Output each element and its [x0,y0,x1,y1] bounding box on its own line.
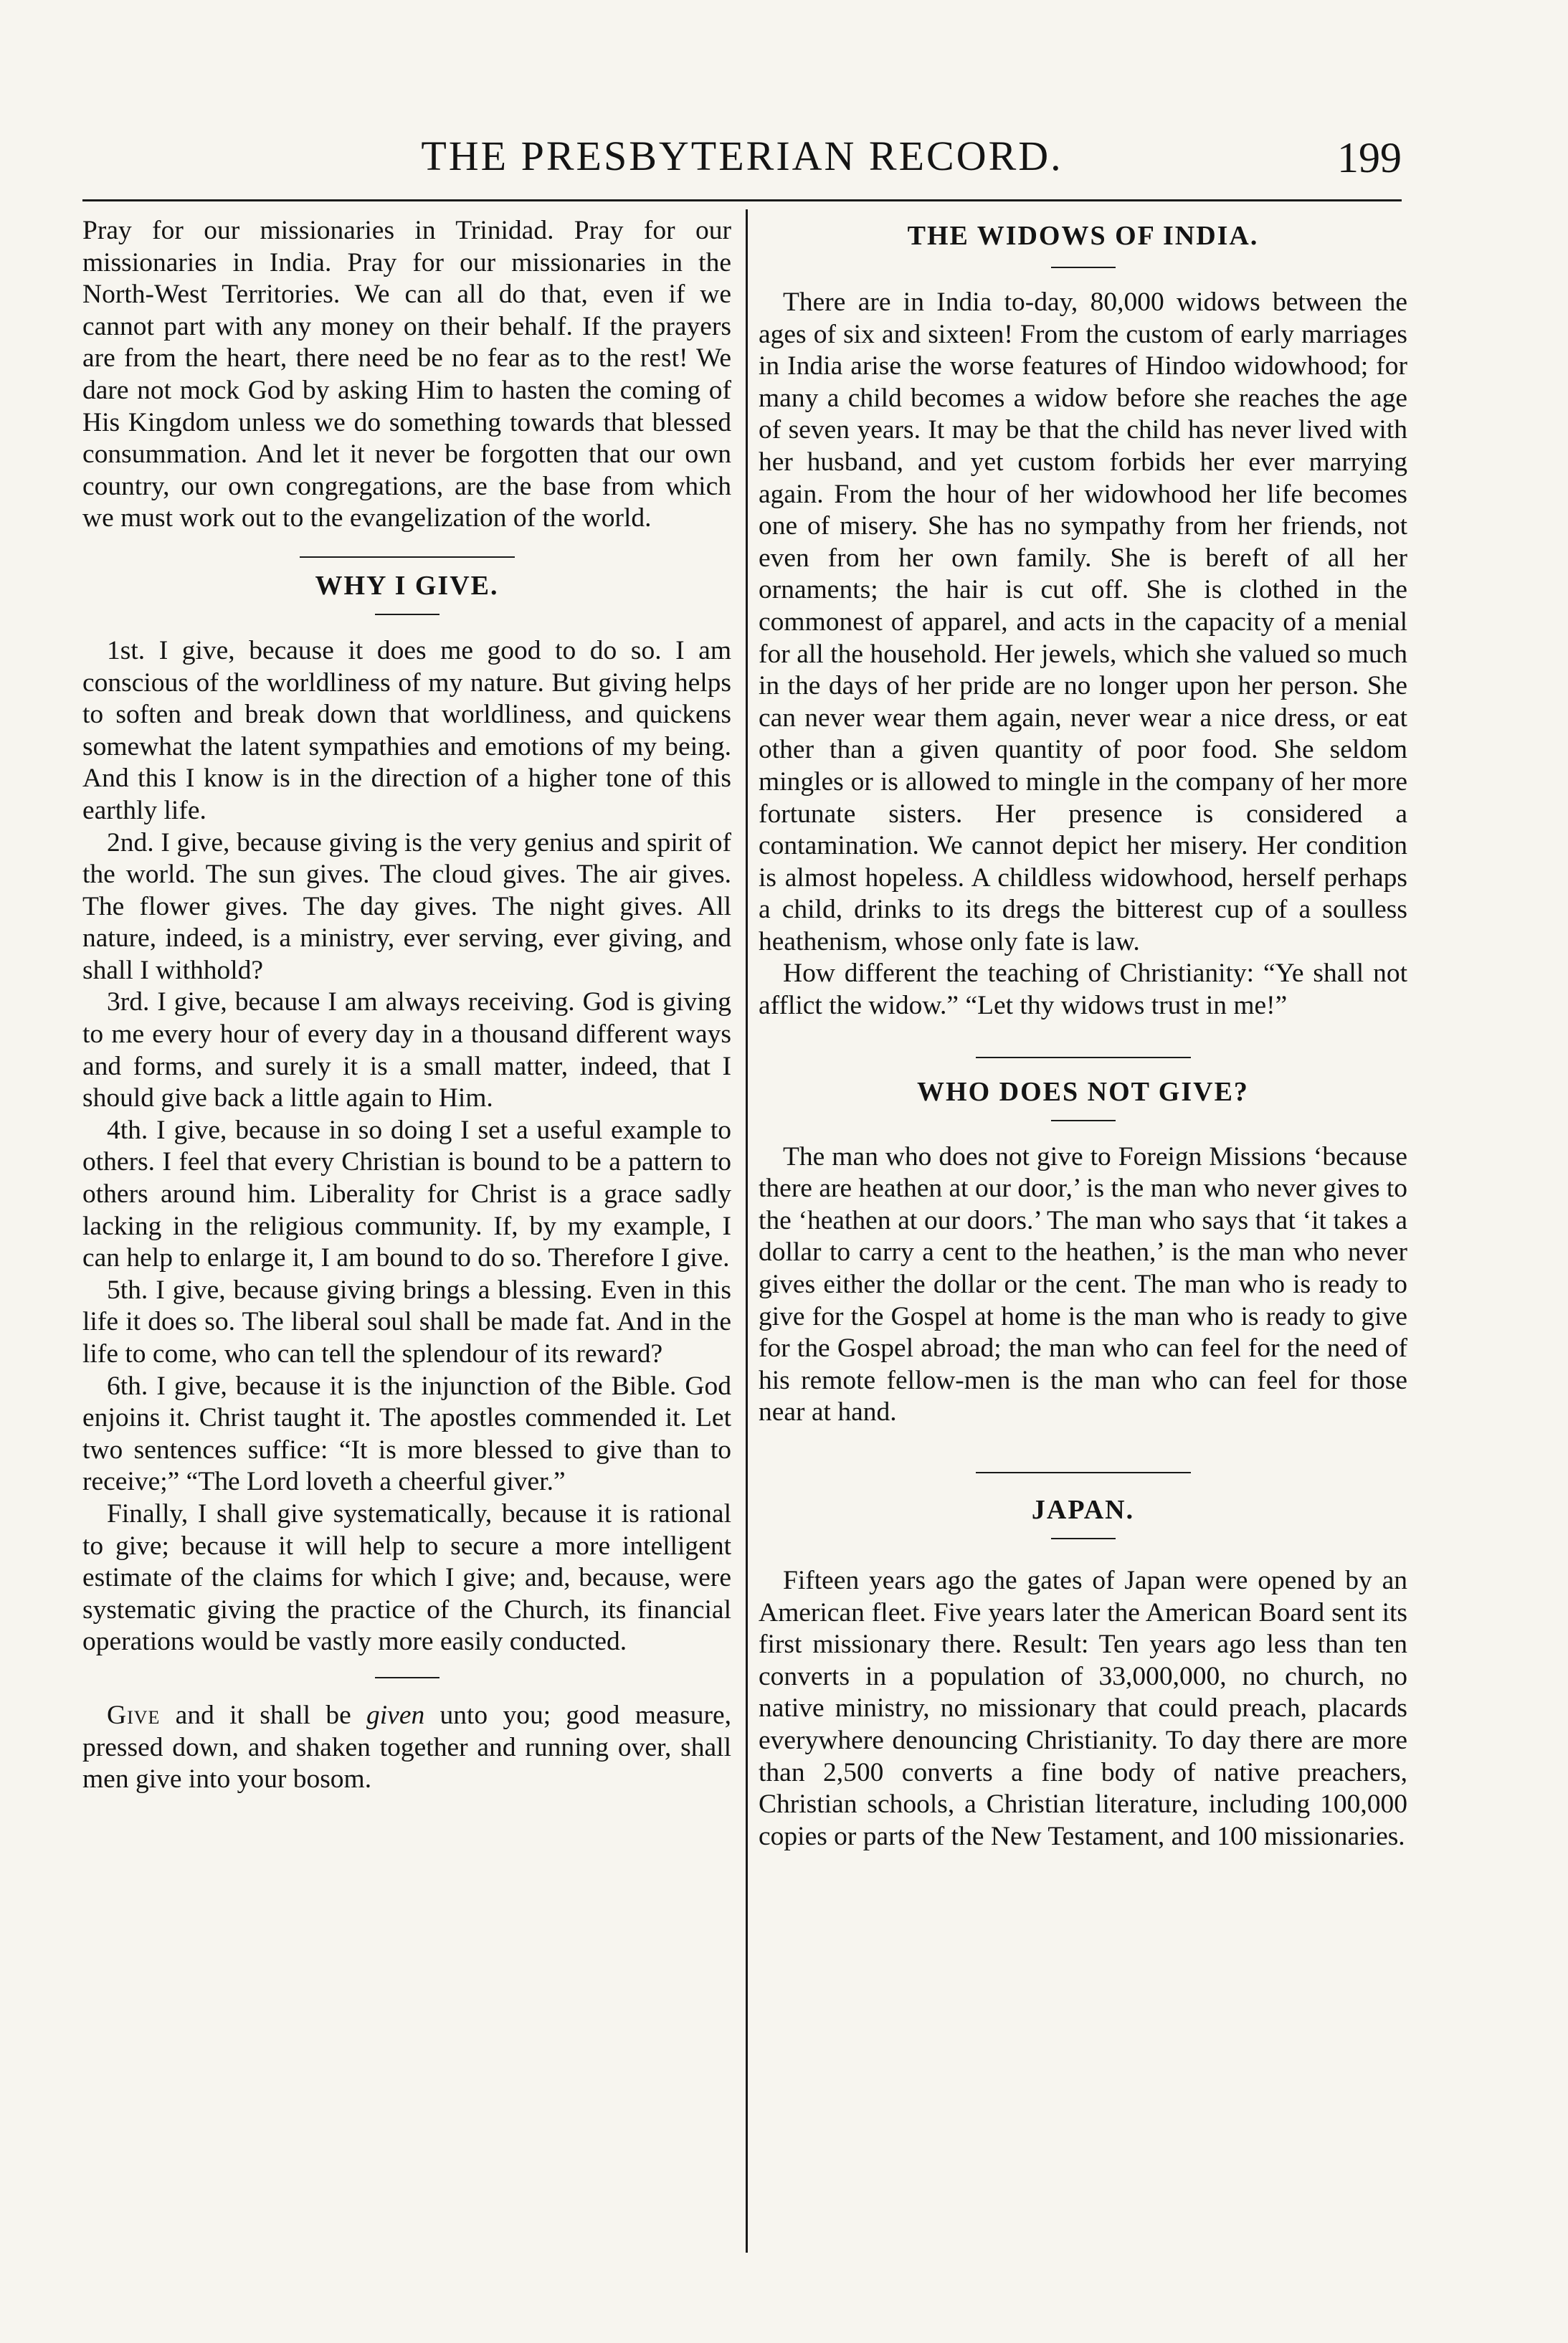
widows-paragraph-2: How different the teaching of Christianity: “Ye shall not afflict the widow.” “Let thy widows trust in me!” [759,959,1407,1021]
page-number: 199 [1337,134,1402,181]
why-paragraph-2: 2nd. I give, because giving is the very genius and spirit of the world. The sun gives. The cloud gives. The air gives. The flower gives. The day gives. The night gives. All nature, indeed, is a ministry, ever serving, ever giving, and shall I withhold? [82,827,731,985]
why-paragraph-5: 5th. I give, because giving brings a blessing. Even in this life it does so. The liberal soul shall be made fat. And in the life to come, who can tell the splendour of its reward? [82,1275,731,1369]
why-paragraph-3: 3rd. I give, because I am always receiving. God is giving to me every hour of every day in a thousand different ways and forms, and surely it is a small matter, indeed, that I should give back a little again to Him. [82,987,731,1113]
japan-title: JAPAN. [1031,1495,1135,1525]
right-column [759,215,1407,2251]
title-underline [1051,1120,1116,1121]
who-does-not-give-title: WHO DOES NOT GIVE? [917,1076,1249,1107]
section-rule [976,1472,1191,1473]
section-rule [976,1057,1191,1058]
why-paragraph-4: 4th. I give, because in so doing I set a useful example to others. I feel that every Christian is bound to be a pattern to others around him. Liberality for Christ is a grace sadly lacking in the religious community. If, by my example, I can help to enlarge it, I am bound to do so. Therefore I give. [82,1115,731,1273]
give-verse-rest: unto you; good measure, pressed down, and shaken together and running over, shall men give into your bosom. [82,1700,731,1795]
column-divider [746,209,748,2253]
left-column [82,215,731,2251]
intro-paragraph: Pray for our missionaries in Trinidad. Pray for our missionaries in India. Pray for our missionaries in the North-West Territories. We can all do that, even if we cannot part with any money on their behalf. If the prayers are from the heart, there need be no fear as to the rest! We dare not mock God by asking Him to hasten the coming of His Kingdom unless we do something towards that blessed consummation. And let it never be forgotten that our own country, our own congregations, are the base from which we must work out to the evangelization of the world. [82,216,731,533]
give-lead-word: Give [107,1700,161,1730]
give-verse-paragraph [82,1700,731,1796]
why-i-give-title: WHY I GIVE. [315,570,499,601]
header-rule [82,199,1402,201]
title-underline [375,614,439,615]
why-paragraph-1: 1st. I give, because it does me good to do so. I am conscious of the worldliness of my nature. But giving helps to soften and break down that worldliness, and quickens somewhat the latent sympathies and emotions of my being. And this I know is in the direction of a higher tone of this earthly life. [82,635,731,825]
section-rule [300,556,515,558]
page-header [82,128,1402,192]
japan-paragraph: Fifteen years ago the gates of Japan were opened by an American fleet. Five years later the American Board sent its first missionary there. Result: Ten years ago less than ten converts in a population of 33,000,000, no church, no native ministry, no missionary that could preach, placards everywhere denouncing Christianity. To day there are more than 2,500 converts a fine body of native preachers, Christian schools, a Christian literature, including 100,000 copies or parts of the New Testament, and 100 missionaries. [759,1566,1407,1851]
title-underline [1051,1538,1116,1539]
why-paragraph-finally: Finally, I shall give systematically, because it is rational to give; because it will help to secure a more intelligent estimate of the claims for which I give; and, because, were systematic giving the practice of the Church, its financial operations would be vastly more easily conducted. [82,1498,731,1657]
title-underline [1051,267,1116,268]
section-rule-short [375,1677,439,1678]
give-verse-emphasis: given [366,1700,425,1730]
who-paragraph: The man who does not give to Foreign Missions ‘because there are heathen at our door,’ is the man who never gives to the ‘heathen at our doors.’ The man who says that ‘it takes a dollar to carry a cent to the heathen,’ is the man who never gives either the dollar or the cent. The man who is ready to give for the Gospel at home is the man who is ready to give for the Gospel abroad; the man who can feel for the need of his remote fellow-men is the man who can feel for those near at hand. [759,1141,1407,1427]
journal-title: THE PRESBYTERIAN RECORD. [421,133,1063,179]
why-paragraph-6: 6th. I give, because it is the injunction of the Bible. God enjoins it. Christ taught it. The apostles commended it. Let two sentences suffice: “It is more blessed to give than to receive;” “The Lord loveth a cheerful giver.” [82,1371,731,1497]
widows-paragraph-1: There are in India to-day, 80,000 widows between the ages of six and sixteen! From the custom of early marriages in India arise the worse features of Hindoo widowhood; for many a child becomes a widow before she reaches the age of seven years. It may be that the child has never lived with her husband, and yet custom forbids her ever marrying again. From the hour of her widowhood her life becomes one of misery. She has no sympathy from her friends, not even from her own family. She is bereft of all her ornaments; the hair is cut off. She is clothed in the commonest of apparel, and acts in the capacity of a menial for all the household. Her jewels, which she valued so much in the days of her pride are no longer upon her person. She can never wear them again, never wear a nice dress, or eat other than a given quantity of poor food. She seldom mingles or is allowed to mingle in the company of her more fortunate sisters. Her presence is considered a contamination. We cannot depict her misery. Her condition is almost hopeless. A childless widowhood, herself perhaps a child, drinks to its dregs the bitterest cup of a soulless heathenism, whose only fate is law. [759,287,1407,956]
widows-of-india-title: THE WIDOWS OF INDIA. [907,221,1259,251]
give-verse-mid: and it shall be [160,1700,367,1730]
